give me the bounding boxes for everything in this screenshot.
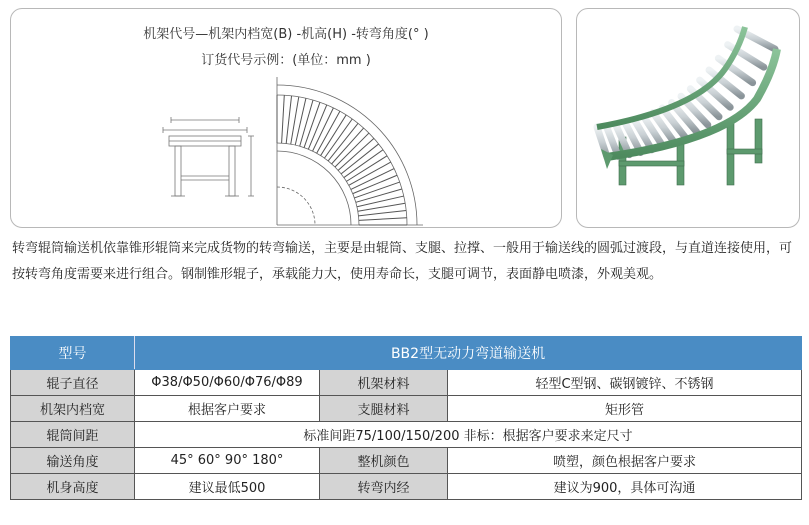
- table-header-row: [11, 337, 802, 370]
- drawing-roller-line: [300, 100, 313, 146]
- row-value: 轻型C型钢、碳钢镀锌、不锈钢: [448, 370, 802, 396]
- table-row: [11, 370, 802, 396]
- drawing-caption-example: 订货代号示例：(单位：mm ): [201, 53, 371, 68]
- row-label: 支腿材料: [320, 396, 448, 422]
- spec-table: [10, 336, 802, 500]
- drawing-roller-line: [346, 156, 387, 182]
- product-photo-panel: [576, 8, 800, 228]
- drawing-roller-line: [338, 138, 374, 170]
- plan-view-drawing: [273, 69, 453, 229]
- drawing-roller-line: [332, 128, 364, 164]
- drawing-roller-line: [341, 144, 379, 174]
- row-value: 根据客户要求: [135, 396, 320, 422]
- drawing-roller-line: [324, 119, 352, 158]
- row-label: 输送角度: [11, 448, 135, 474]
- product-description: 转弯辊筒输送机依靠锥形辊筒来完成货物的转弯输送，主要是由辊筒、支腿、拉撑、一般用于输送线的圆弧过渡段，与直道连接使用，可按转弯角度需要来进行组合。钢制锥形辊子，承载能力大，使用寿命长，支腿可调节，表面静电喷漆，外观美观。: [12, 241, 793, 282]
- row-value: 建议为900，具体可沟通: [448, 474, 802, 500]
- row-value: 矩形管: [448, 396, 802, 422]
- drawing-roller-line: [321, 115, 347, 156]
- row-label: 机架材料: [320, 370, 448, 396]
- row-value-span: 标准间距75/100/150/200 非标：根据客户要求来定尺寸: [135, 422, 802, 448]
- table-row: [11, 422, 802, 448]
- row-value: 喷塑，颜色根据客户要求: [448, 448, 802, 474]
- row-label: 机身高度: [11, 474, 135, 500]
- table-row: [11, 396, 802, 422]
- row-label: 整机颜色: [320, 448, 448, 474]
- row-label: 辊子直径: [11, 370, 135, 396]
- drawing-roller-line: [356, 189, 402, 202]
- row-label: 辊筒间距: [11, 422, 135, 448]
- row-label: 机架内档宽: [11, 396, 135, 422]
- drawing-caption-code: 机架代号—机架内档宽(B) -机高(H) -转弯角度(° ): [143, 27, 429, 42]
- drawing-roller-line: [344, 150, 383, 178]
- technical-drawing-panel: [10, 8, 562, 228]
- drawing-roller-line: [358, 210, 406, 215]
- header-model-name: BB2型无动力弯道输送机: [135, 337, 802, 370]
- side-view-drawing: [151, 114, 261, 209]
- drawing-roller-line: [286, 96, 291, 144]
- drawing-roller-line: [282, 95, 285, 143]
- row-value: 建议最低500: [135, 474, 320, 500]
- row-value: Φ38/Φ50/Φ60/Φ76/Φ89: [135, 370, 320, 396]
- table-row: [11, 448, 802, 474]
- row-value: 45° 60° 90° 180°: [135, 448, 320, 474]
- drawing-roller-line: [335, 133, 369, 167]
- header-model-label: 型号: [11, 337, 135, 370]
- drawing-roller-line: [328, 123, 358, 161]
- curved-conveyor-photo: [577, 9, 799, 227]
- drawing-roller-line: [359, 218, 407, 221]
- table-row: [11, 474, 802, 500]
- row-label: 转弯内经: [320, 474, 448, 500]
